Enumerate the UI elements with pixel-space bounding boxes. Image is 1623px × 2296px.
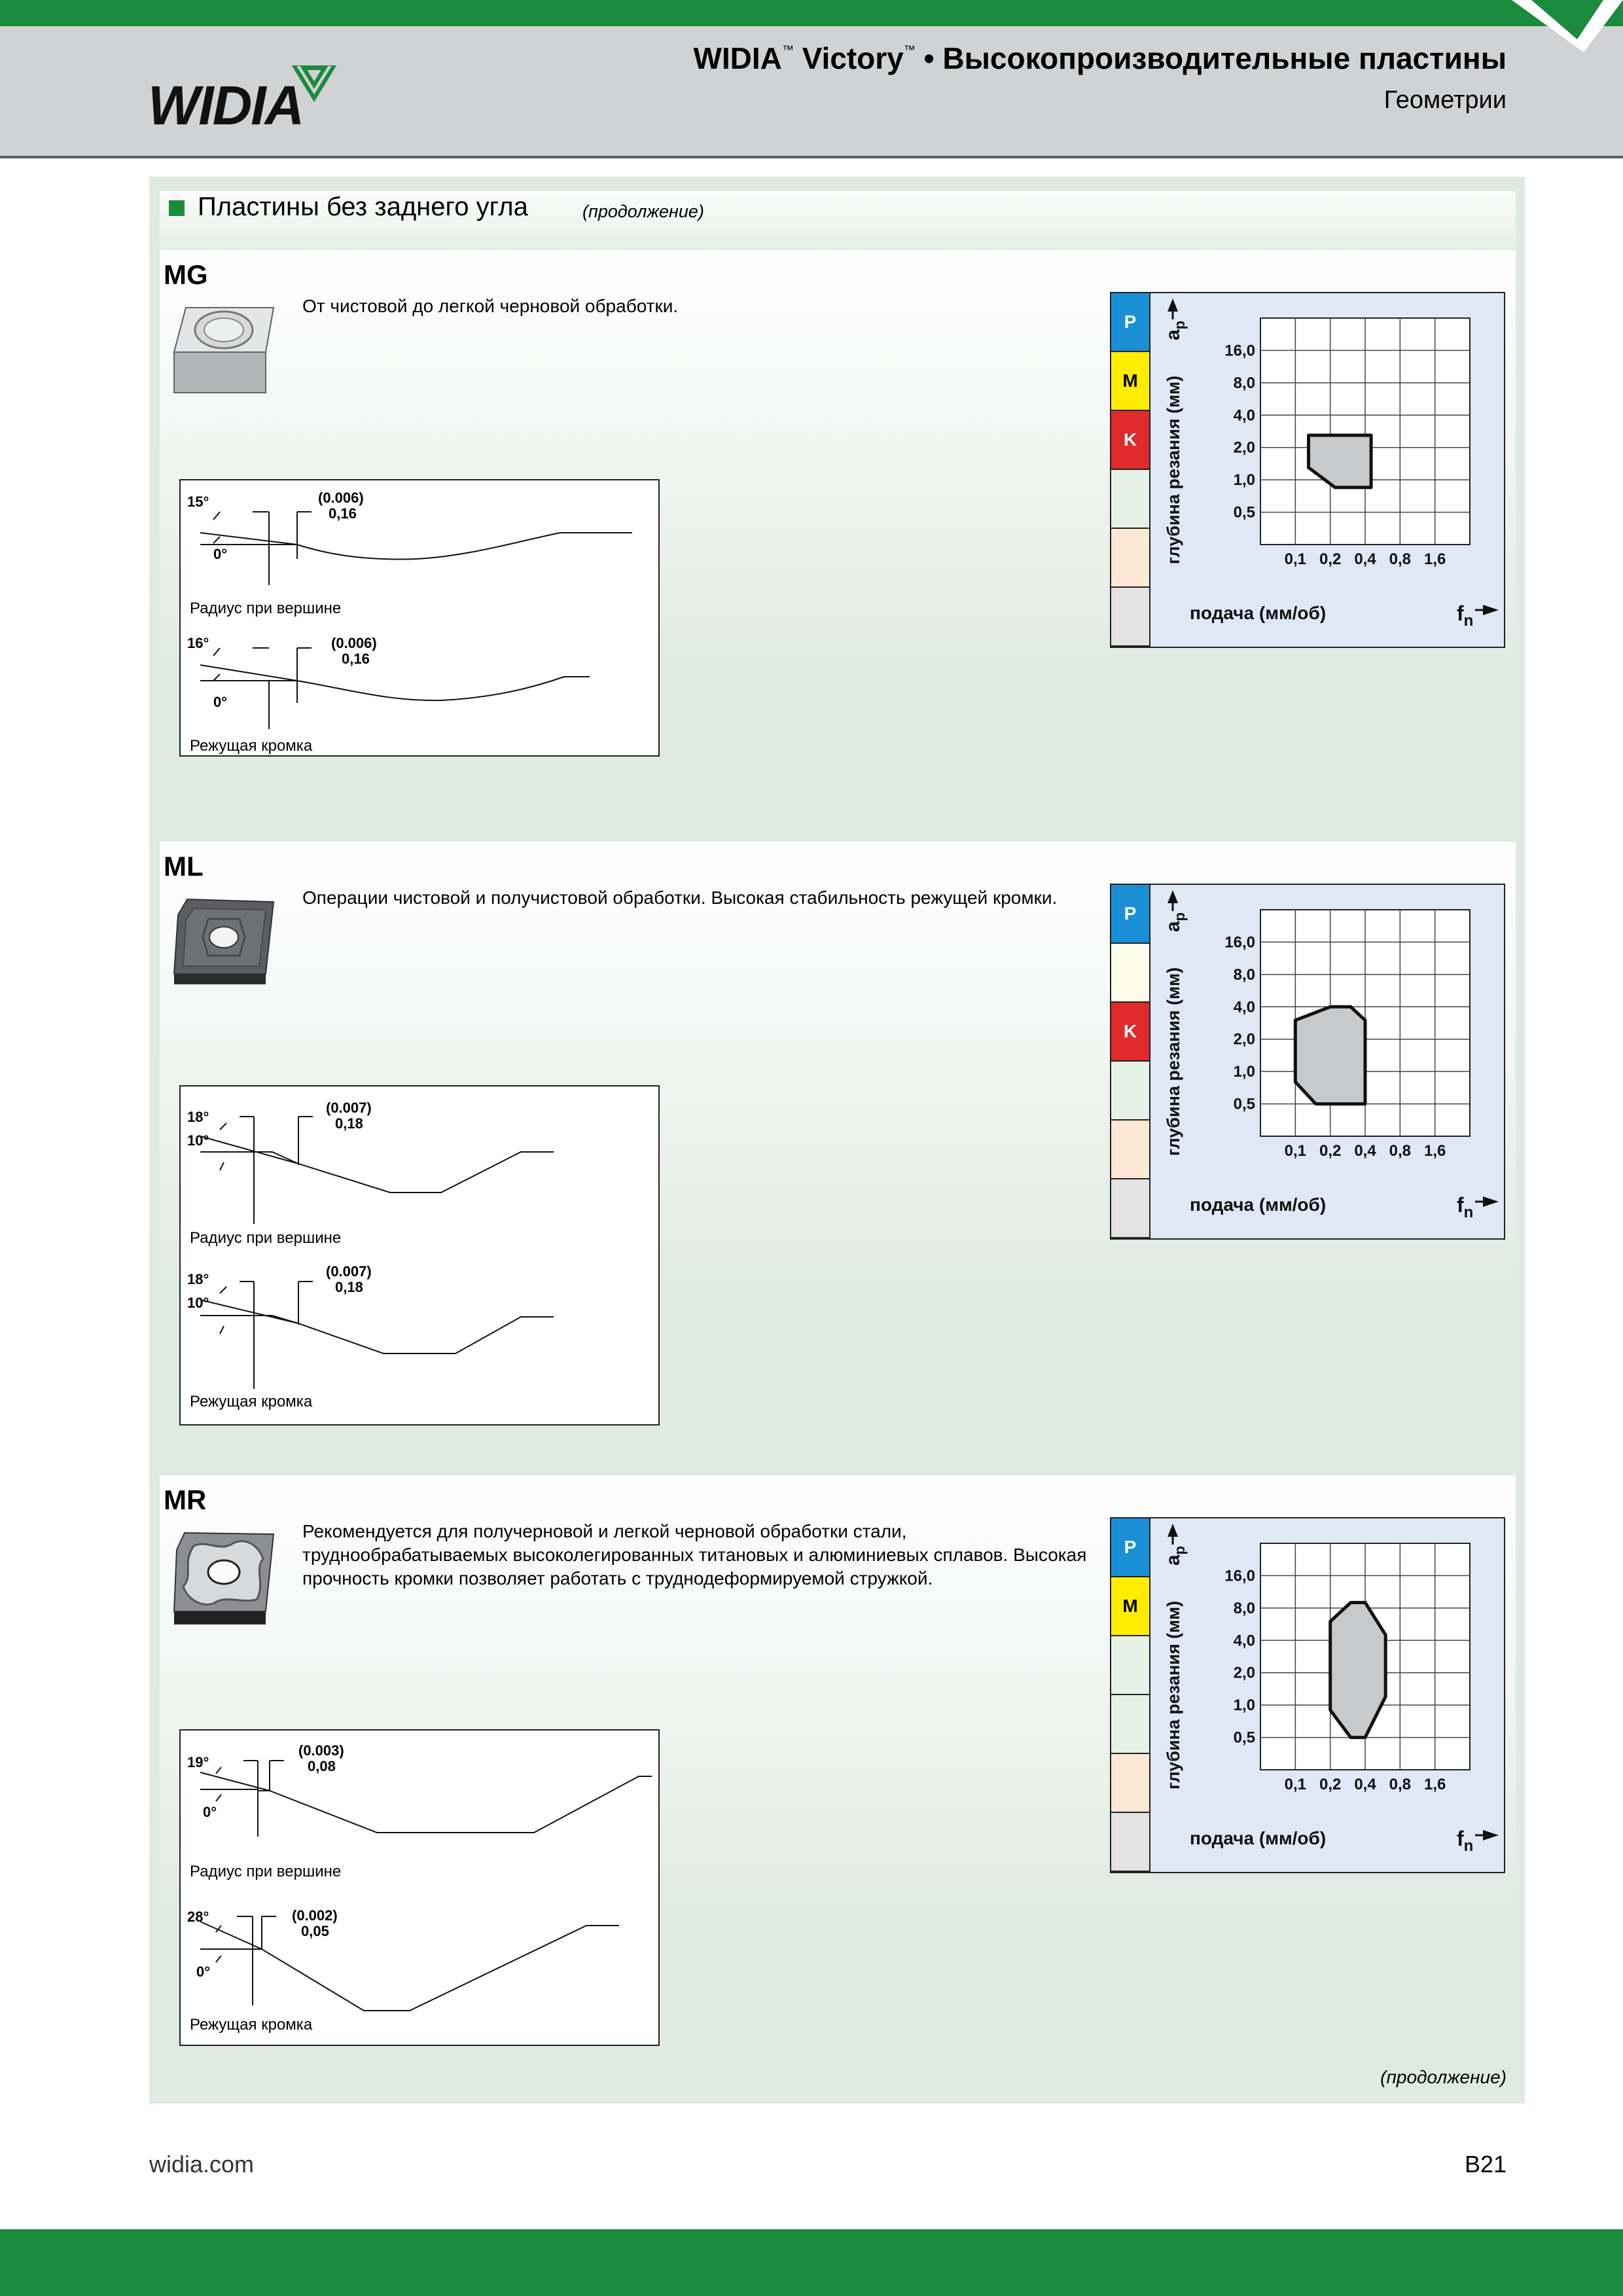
y-tick-label: 0,5 <box>1233 503 1255 522</box>
inch-label: (0.007) <box>326 1100 372 1116</box>
fn-arrow-icon <box>1483 605 1499 615</box>
chart-plot <box>1150 293 1503 647</box>
fn-arrow-icon <box>1483 1196 1499 1207</box>
angle1-label: 15° <box>187 493 209 510</box>
y-tick-label: 8,0 <box>1233 374 1255 392</box>
bottom-green-bar <box>0 2229 1623 2296</box>
angle1-label: 18° <box>187 1271 209 1287</box>
section-continued: (продолжение) <box>582 202 704 221</box>
corner-triangle-icon <box>1512 0 1623 59</box>
fn-arrow-icon <box>1483 1830 1499 1840</box>
x-tick-label: 1,6 <box>1423 1142 1446 1160</box>
material-s-cell <box>1111 1121 1149 1179</box>
y-tick-label: 16,0 <box>1224 342 1255 360</box>
angle2-label: 0° <box>213 546 228 562</box>
angle2-label: 10° <box>187 1295 209 1311</box>
insert-ml-image <box>168 893 279 997</box>
application-chart-mg <box>1110 292 1505 648</box>
material-strip <box>1111 885 1150 1238</box>
application-chart-ml <box>1110 884 1505 1240</box>
x-tick-label: 0,2 <box>1319 550 1342 568</box>
svg-text:WIDIA: WIDIA <box>148 75 304 131</box>
chart-plot <box>1150 1518 1503 1872</box>
section-bullet-icon <box>169 200 185 216</box>
material-strip <box>1111 293 1150 647</box>
x-tick-label: 0,8 <box>1389 1142 1412 1160</box>
x-tick-label: 0,2 <box>1319 1776 1342 1793</box>
tip-radius-caption: Радиус при вершине <box>190 1229 342 1247</box>
x-tick-label: 1,6 <box>1423 550 1446 568</box>
fn-symbol: $f_n$ <box>1457 1827 1474 1855</box>
geometry-section-mg <box>160 250 1516 813</box>
angle2-label: 0° <box>203 1804 217 1820</box>
y-tick-label: 16,0 <box>1224 933 1255 952</box>
y-tick-label: 4,0 <box>1233 998 1255 1016</box>
material-n-cell <box>1111 1695 1149 1754</box>
mm-label: 0,16 <box>342 651 370 667</box>
profile-diagram-ml <box>179 1085 660 1426</box>
angle2-label: 0° <box>213 694 228 710</box>
cutting-edge-caption: Режущая кромка <box>190 2016 313 2034</box>
material-m-cell: M <box>1111 352 1149 411</box>
angle1-label: 28° <box>187 1909 209 1925</box>
x-tick-label: 0,4 <box>1354 1776 1376 1793</box>
x-tick-label: 0,8 <box>1389 550 1412 568</box>
cutting-edge-caption: Режущая кромка <box>190 1393 313 1410</box>
header-subtitle: Геометрии <box>1383 86 1507 114</box>
material-h-cell <box>1111 1179 1149 1238</box>
y-tick-label: 16,0 <box>1224 1567 1255 1585</box>
profile-diagram-mg <box>179 479 660 757</box>
material-n-cell <box>1111 1062 1149 1121</box>
material-h-cell <box>1111 588 1149 647</box>
geometry-section-ml <box>160 842 1516 1444</box>
application-region <box>1295 1007 1365 1103</box>
y-tick-label: 2,0 <box>1233 1664 1255 1682</box>
footer-url[interactable]: widia.com <box>149 2151 255 2178</box>
mm-label: 0,18 <box>335 1279 363 1295</box>
geometry-code: MR <box>164 1484 207 1515</box>
ap-symbol: $a_p$ <box>1162 912 1188 932</box>
x-tick-label: 1,6 <box>1423 1776 1446 1793</box>
geometry-description: Операции чистовой и получистовой обработки. Высокая стабильность режущей кромки. <box>302 888 1058 908</box>
material-m-cell: M <box>1111 1577 1149 1636</box>
angle2-label: 0° <box>196 1964 211 1980</box>
material-n-cell <box>1111 470 1149 529</box>
inch-label: (0.003) <box>298 1742 344 1759</box>
material-s-cell <box>1111 529 1149 588</box>
insert-mr-image <box>168 1526 279 1631</box>
x-axis-label: подача (мм/об) <box>1190 603 1327 623</box>
continued-note: (продолжение) <box>1380 2067 1507 2087</box>
chart-plot <box>1150 885 1503 1238</box>
top-green-bar <box>0 0 1623 26</box>
y-tick-label: 8,0 <box>1233 1599 1255 1617</box>
section-title: Пластины без заднего угла <box>198 192 528 221</box>
material-s-cell <box>1111 1754 1149 1813</box>
geometry-description: От чистовой до легкой черновой обработки. <box>302 296 679 316</box>
y-tick-label: 4,0 <box>1233 1632 1255 1650</box>
ap-symbol: $a_p$ <box>1162 1545 1188 1566</box>
tip-radius-caption: Радиус при вершине <box>190 600 342 617</box>
angle2-label: 10° <box>187 1132 209 1149</box>
y-tick-label: 2,0 <box>1233 1030 1255 1049</box>
insert-mg-image <box>168 301 279 406</box>
inch-label: (0.002) <box>292 1907 338 1924</box>
application-chart-mr <box>1110 1517 1505 1873</box>
material-p-cell: P <box>1111 293 1149 352</box>
inch-label: (0.006) <box>318 490 364 506</box>
inch-label: (0.007) <box>326 1263 372 1280</box>
material-k-cell <box>1111 1636 1149 1695</box>
material-k-cell: K <box>1111 411 1149 470</box>
x-tick-label: 0,8 <box>1389 1776 1412 1793</box>
geometry-code: MG <box>164 259 208 290</box>
y-tick-label: 8,0 <box>1233 965 1255 984</box>
inch-label: (0.006) <box>331 635 377 651</box>
geometry-code: ML <box>164 851 204 882</box>
material-p-cell: P <box>1111 885 1149 944</box>
material-h-cell <box>1111 1813 1149 1872</box>
mm-label: 0,05 <box>301 1923 329 1939</box>
y-tick-label: 1,0 <box>1233 1063 1255 1081</box>
ap-symbol: $a_p$ <box>1162 320 1188 340</box>
angle1-label: 19° <box>187 1754 209 1770</box>
x-tick-label: 0,4 <box>1354 1142 1376 1160</box>
material-k-cell: K <box>1111 1003 1149 1062</box>
widia-logo <box>148 65 357 131</box>
fn-symbol: $f_n$ <box>1457 601 1474 630</box>
profile-diagram-mr <box>179 1729 660 2046</box>
y-tick-label: 1,0 <box>1233 1696 1255 1715</box>
y-tick-label: 4,0 <box>1233 406 1255 425</box>
mm-label: 0,08 <box>308 1758 336 1774</box>
y-axis-label: глубина резания (мм) <box>1164 375 1183 565</box>
page-number: B21 <box>1464 2151 1507 2178</box>
mm-label: 0,16 <box>329 505 357 522</box>
y-axis-label: глубина резания (мм) <box>1164 1600 1183 1790</box>
fn-symbol: $f_n$ <box>1457 1193 1474 1221</box>
geometry-section-mr <box>160 1475 1516 2064</box>
x-axis-label: подача (мм/об) <box>1190 1194 1327 1215</box>
x-tick-label: 0,1 <box>1284 1776 1307 1793</box>
x-axis-label: подача (мм/об) <box>1190 1828 1327 1848</box>
tip-radius-caption: Радиус при вершине <box>190 1863 342 1880</box>
x-tick-label: 0,1 <box>1284 1142 1307 1160</box>
angle1-label: 18° <box>187 1109 209 1125</box>
y-tick-label: 1,0 <box>1233 471 1255 490</box>
material-p-cell: P <box>1111 1518 1149 1577</box>
angle1-label: 16° <box>187 635 209 651</box>
y-axis-label: глубина резания (мм) <box>1164 967 1183 1157</box>
mm-label: 0,18 <box>335 1115 363 1132</box>
material-m-cell <box>1111 944 1149 1003</box>
x-tick-label: 0,1 <box>1284 550 1307 568</box>
x-tick-label: 0,2 <box>1319 1142 1342 1160</box>
header-title: WIDIA™ Victory™ • Высокопроизводительные пластины <box>693 41 1507 75</box>
cutting-edge-caption: Режущая кромка <box>190 737 313 755</box>
y-tick-label: 0,5 <box>1233 1729 1255 1747</box>
y-tick-label: 2,0 <box>1233 439 1255 457</box>
material-strip <box>1111 1518 1150 1872</box>
y-tick-label: 0,5 <box>1233 1095 1255 1113</box>
geometry-description: Рекомендуется для получерновой и легкой черновой обработки стали, труднообрабатываемых высоколегированных титановых и алюминиевых сплавов. Высокая прочность кромки позволяет работать с труднодеформируемой стружкой. <box>302 1521 1087 1588</box>
x-tick-label: 0,4 <box>1354 550 1376 568</box>
